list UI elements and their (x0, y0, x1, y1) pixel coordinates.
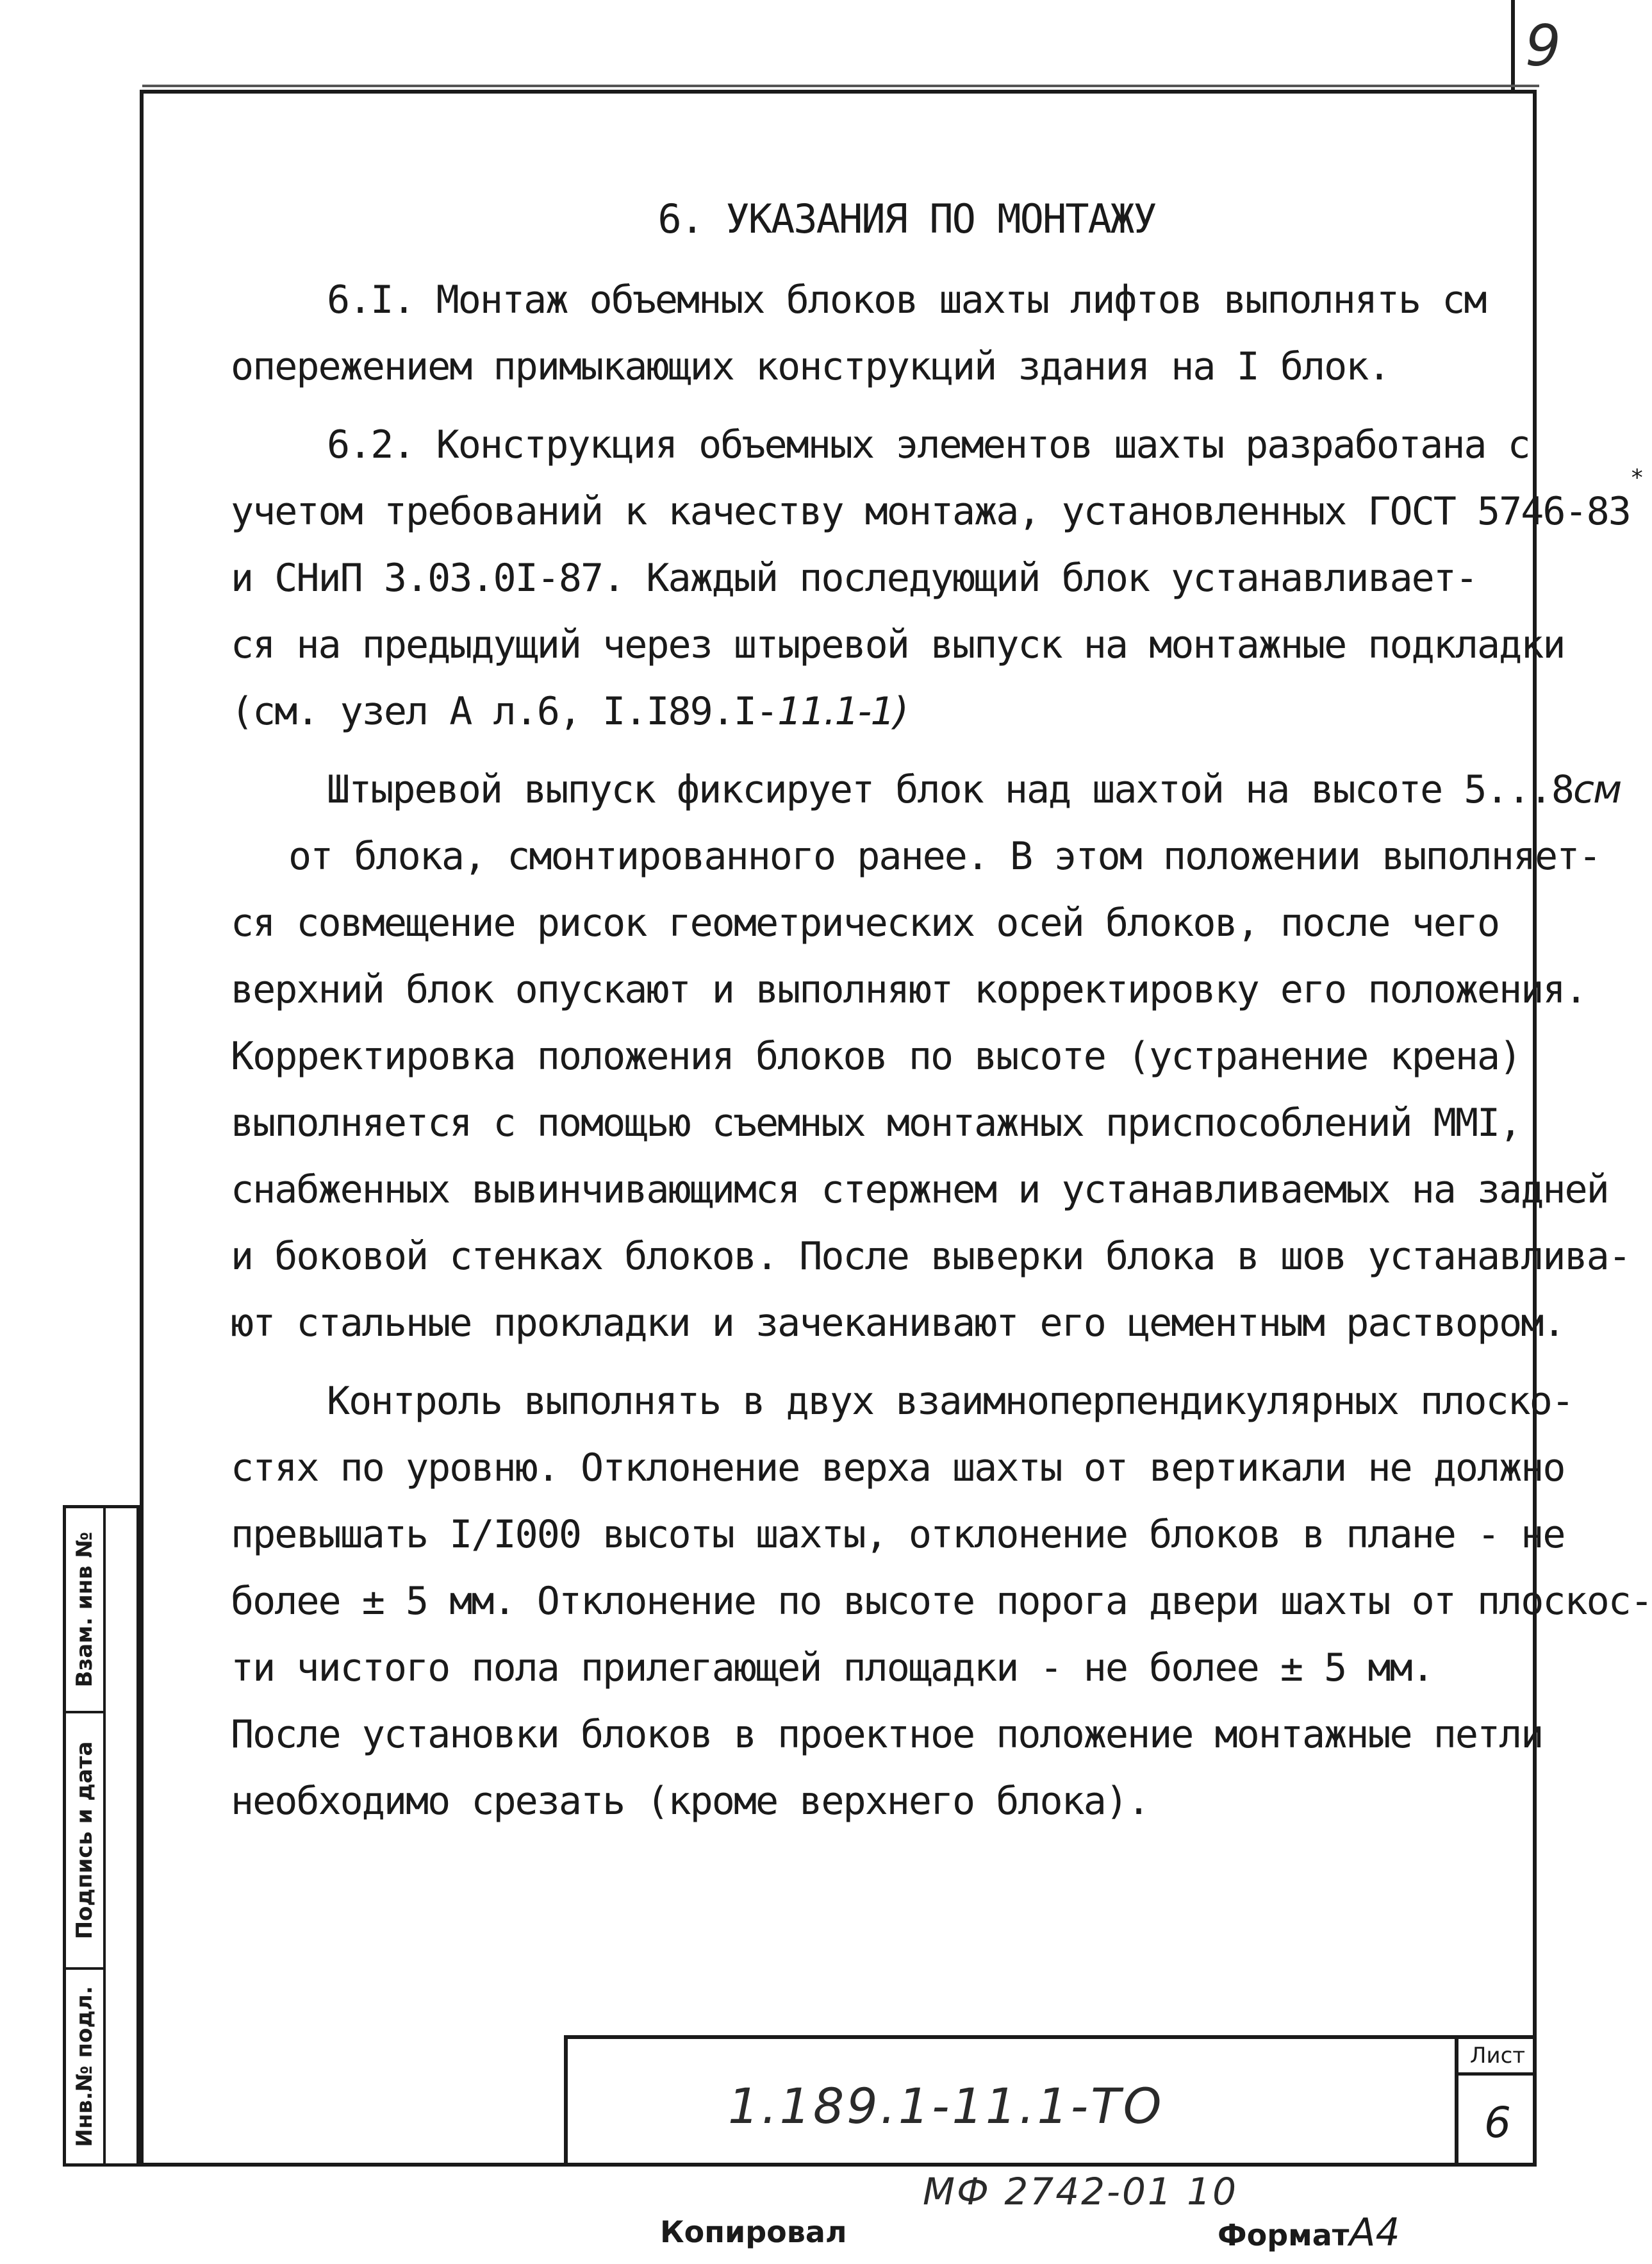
pin-outlet-text: Штыревой выпуск фиксирует блок над шахтой на высоте 5...8 (327, 767, 1574, 812)
sheet-cell (1455, 2039, 1537, 2167)
text-line: и боковой стенках блоков. После выверки блока в шов устанавлива- (231, 1234, 1630, 1279)
handwritten-reference: 11.1-1) (777, 689, 907, 734)
stamp-label-signature-date: Подпись и дата (72, 1741, 97, 1940)
text-line: После установки блоков в проектное положение монтажные петли (231, 1712, 1543, 1757)
text-line: и СНиП 3.03.0I-87. Каждый последующий блок устанавливает- (231, 556, 1478, 601)
node-reference: (см. узел А л.6, I.I89.I- (231, 689, 778, 734)
stamp-cell-original (66, 1970, 103, 2163)
stamp-cell-replacement (66, 1508, 103, 1713)
text-line: от блока, смонтированного ранее. В этом положении выполняет- (288, 834, 1601, 879)
format-value: А4 (1349, 2210, 1400, 2255)
paragraph-6-2 (231, 412, 1643, 745)
paragraph-control (231, 1368, 1652, 1835)
text-line: ют стальные прокладки и зачеканивают его цементным раствором. (231, 1301, 1565, 1345)
text-line: ся на предыдущий через штыревой выпуск на монтажные подкладки (231, 622, 1565, 667)
copied-by-label: Копировал (660, 2215, 847, 2249)
title-block (564, 2035, 1537, 2167)
stamp-label-replacement-inv: Взам. инв № (72, 1531, 97, 1688)
text-line: 6.I. Монтаж объемных блоков шахты лифтов выполнять см (327, 278, 1486, 322)
section-heading: 6. УКАЗАНИЯ ПО МОНТАЖУ (657, 196, 1156, 242)
text-line: 6.2. Конструкция объемных элементов шахты разработана с (327, 422, 1530, 467)
text-line (231, 678, 1506, 745)
gost-reference: учетом требований к качеству монтажа, установленных ГОСТ 5746-83 (231, 489, 1630, 534)
text-line: необходимо срезать (кроме верхнего блока). (231, 1779, 1150, 1824)
document-code: 1.189.1-11.1-ТО (728, 2077, 1164, 2135)
document-body (231, 186, 1652, 1835)
text-line: Корректировка положения блоков по высоте (устранение крена) (231, 1034, 1521, 1079)
text-line: превышать I/I000 высоты шахты, отклонение блоков в плане - не (231, 1512, 1565, 1557)
corner-divider (1511, 0, 1515, 90)
text-line: верхний блок опускают и выполняют корректировку его положения. (231, 967, 1587, 1012)
text-line: Контроль выполнять в двух взаимноперпендикулярных плоско- (327, 1379, 1574, 1424)
format-label: Формат (1218, 2218, 1350, 2252)
sheet-number: 6 (1484, 2098, 1511, 2147)
text-line: снабженных вывинчивающимся стержнем и устанавливаемых на задней (231, 1167, 1608, 1212)
text-line: стях по уровню. Отклонение верха шахты от вертикали не должно (231, 1445, 1565, 1490)
text-line (231, 756, 1621, 823)
format-field (1218, 2210, 1400, 2255)
paragraph-pin-outlet (231, 756, 1630, 1356)
text-line: более ± 5 мм. Отклонение по высоте порога двери шахты от плоскос- (231, 1579, 1652, 1624)
frame-top-shadow (142, 85, 1539, 87)
text-line: опережением примыкающих конструкций здания на I блок. (231, 344, 1390, 389)
stamp-cell-signature (66, 1713, 103, 1970)
corner-page-number: 9 (1525, 13, 1561, 79)
paragraph-6-1 (231, 267, 1506, 400)
stamp-label-original-inv: Инв.№ подл. (72, 1986, 97, 2147)
text-line: ти чистого пола прилегающей площадки - не более ± 5 мм. (231, 1645, 1433, 1690)
text-line: выполняется с помощью съемных монтажных приспособлений ММI, (231, 1101, 1521, 1145)
handwritten-unit: см (1573, 767, 1621, 812)
archive-code: МФ 2742-01 10 (923, 2170, 1238, 2213)
margin-stamp (63, 1505, 140, 2167)
text-line (231, 465, 1643, 545)
margin-stamp-labels (66, 1508, 106, 2163)
sheet-label: Лист (1458, 2043, 1537, 2076)
text-line: ся совмещение рисок геометрических осей блоков, после чего (231, 901, 1499, 945)
gost-asterisk: * (1630, 465, 1643, 491)
